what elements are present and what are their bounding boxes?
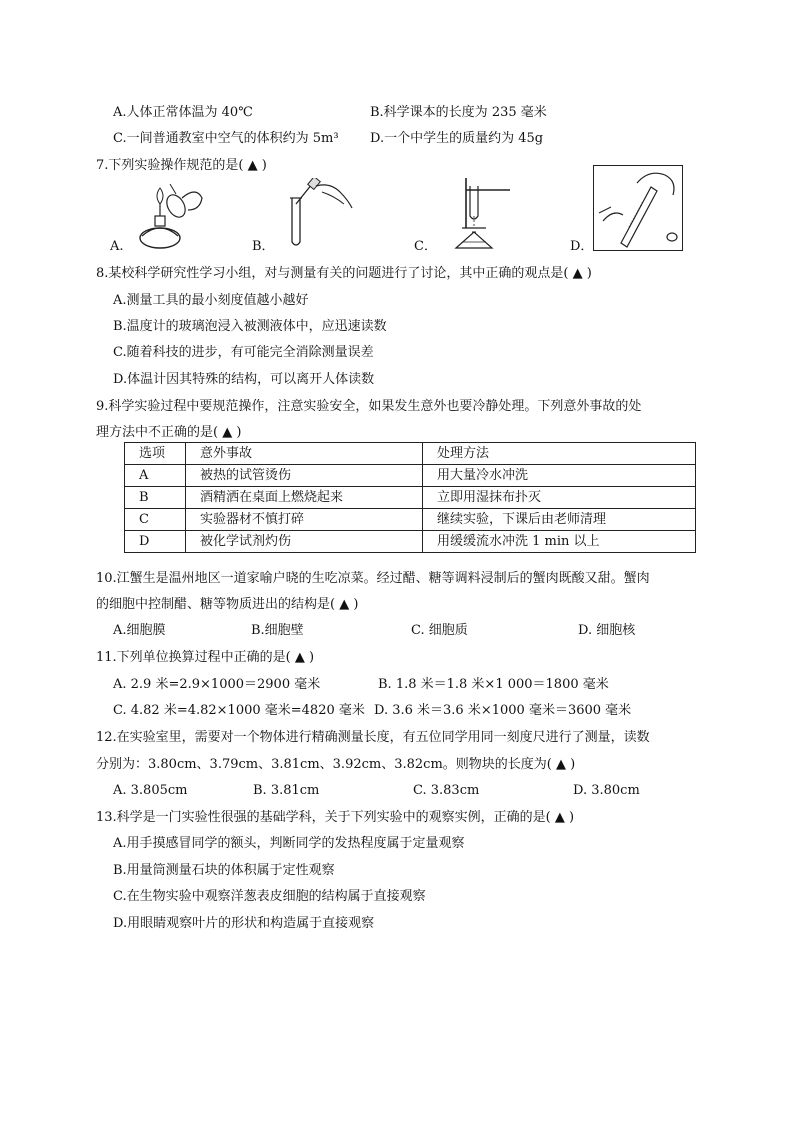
table-header-cell: 处理方法 [423,443,696,465]
q12-stem-line1: 12.在实验室里，需要对一个物体进行精确测量长度，有五位同学用同一刻度尺进行了测量，读数 [96,730,650,745]
alcohol-lamp-lighting-icon [130,180,210,252]
q8-option-c: C.随着科技的进步，有可能完全消除测量误差 [113,345,374,360]
q6-option-a: A.人体正常体温为 40℃ [113,105,253,120]
q10-option-a: A.细胞膜 [113,623,166,638]
q11-option-b: B. 1.8 米＝1.8 米×1 000＝1800 毫米 [378,677,609,692]
q10-option-b: B.细胞壁 [251,623,304,638]
q8-option-d: D.体温计因其特殊的结构，可以离开人体读数 [113,372,375,387]
q7-label-a: A. [110,239,124,254]
q13-option-d: D.用眼睛观察叶片的形状和构造属于直接观察 [113,916,375,931]
table-cell: 实验器材不慎打碎 [186,509,423,531]
q8-option-a: A.测量工具的最小刻度值越小越好 [113,293,309,308]
powder-into-tube-icon [593,165,683,251]
q7-stem: 7.下列实验操作规范的是( ▲ ) [96,158,267,173]
table-cell: 继续实验，下课后由老师清理 [423,509,696,531]
q7-label-b: B． [252,239,275,254]
q8-option-b: B.温度计的玻璃泡浸入被测液体中，应迅速读数 [113,319,387,334]
q12-option-b: B. 3.81cm [253,783,320,798]
table-cell: 被热的试管烫伤 [186,465,423,487]
q11-option-d: D. 3.6 米＝3.6 米×1000 毫米＝3600 毫米 [374,703,632,718]
q12-stem-line2: 分别为：3.80cm、3.79cm、3.81cm、3.92cm、3.82cm。则物块的长度为( ▲ ) [96,757,576,772]
q6-option-b: B.科学课本的长度为 235 毫米 [370,105,547,120]
table-cell: D [125,531,186,553]
q12-option-a: A. 3.805cm [113,783,188,798]
q7-label-d: D． [570,239,594,254]
q13-option-c: C.在生物实验中观察洋葱表皮细胞的结构属于直接观察 [113,889,426,904]
table-cell: 用缓缓流水冲洗 1 min 以上 [423,531,696,553]
q11-option-c: C. 4.82 米=4.82×1000 毫米=4820 毫米 [113,703,365,718]
q10-option-d: D. 细胞核 [578,623,636,638]
table-cell: 用大量冷水冲洗 [423,465,696,487]
q10-stem-line1: 10.江蟹生是温州地区一道家喻户晓的生吃凉菜。经过醋、糖等调料浸制后的蟹肉既酸又甜。蟹肉 [96,571,650,586]
q7-label-c: C． [414,239,437,254]
accident-table [124,442,696,553]
table-row [125,509,696,531]
table-cell: 酒精洒在桌面上燃烧起来 [186,487,423,509]
q12-option-d: D. 3.80cm [573,783,640,798]
q6-option-c: C.一间普通教室中空气的体积约为 5m³ [113,131,339,146]
q11-option-a: A. 2.9 米=2.9×1000＝2900 毫米 [113,677,321,692]
q10-stem-line2: 的细胞中控制醋、糖等物质进出的结构是( ▲ ) [96,597,359,612]
table-cell: C [125,509,186,531]
table-cell: 立即用湿抹布扑灭 [423,487,696,509]
table-row [125,531,696,553]
q9-stem-line2: 理方法中不正确的是( ▲ ) [96,425,242,440]
table-header-cell: 意外事故 [186,443,423,465]
q10-option-c: C. 细胞质 [411,623,468,638]
q13-option-a: A.用手摸感冒同学的额头，判断同学的发热程度属于定量观察 [113,836,465,851]
table-row [125,465,696,487]
table-header-cell: 选项 [125,443,186,465]
table-header-row [125,443,696,465]
table-cell: 被化学试剂灼伤 [186,531,423,553]
q11-stem: 11.下列单位换算过程中正确的是( ▲ ) [96,650,315,665]
q13-option-b: B.用量筒测量石块的体积属于定性观察 [113,863,335,878]
q8-stem: 8.某校科学研究性学习小组，对与测量有关的问题进行了讨论，其中正确的观点是( ▲ ) [96,266,592,281]
table-cell: B [125,487,186,509]
heating-stand-icon [440,176,520,252]
table-row [125,487,696,509]
q9-stem-line1: 9.科学实验过程中要规范操作，注意实验安全，如果发生意外也要冷静处理。下列意外事故的处 [96,399,642,414]
q12-option-c: C. 3.83cm [413,783,480,798]
table-cell: A [125,465,186,487]
q6-option-d: D.一个中学生的质量约为 45g [370,131,544,146]
q13-stem: 13.科学是一门实验性很强的基础学科，关于下列实验中的观察实例，正确的是( ▲ ) [96,810,575,825]
dropper-test-tube-icon [282,178,354,248]
